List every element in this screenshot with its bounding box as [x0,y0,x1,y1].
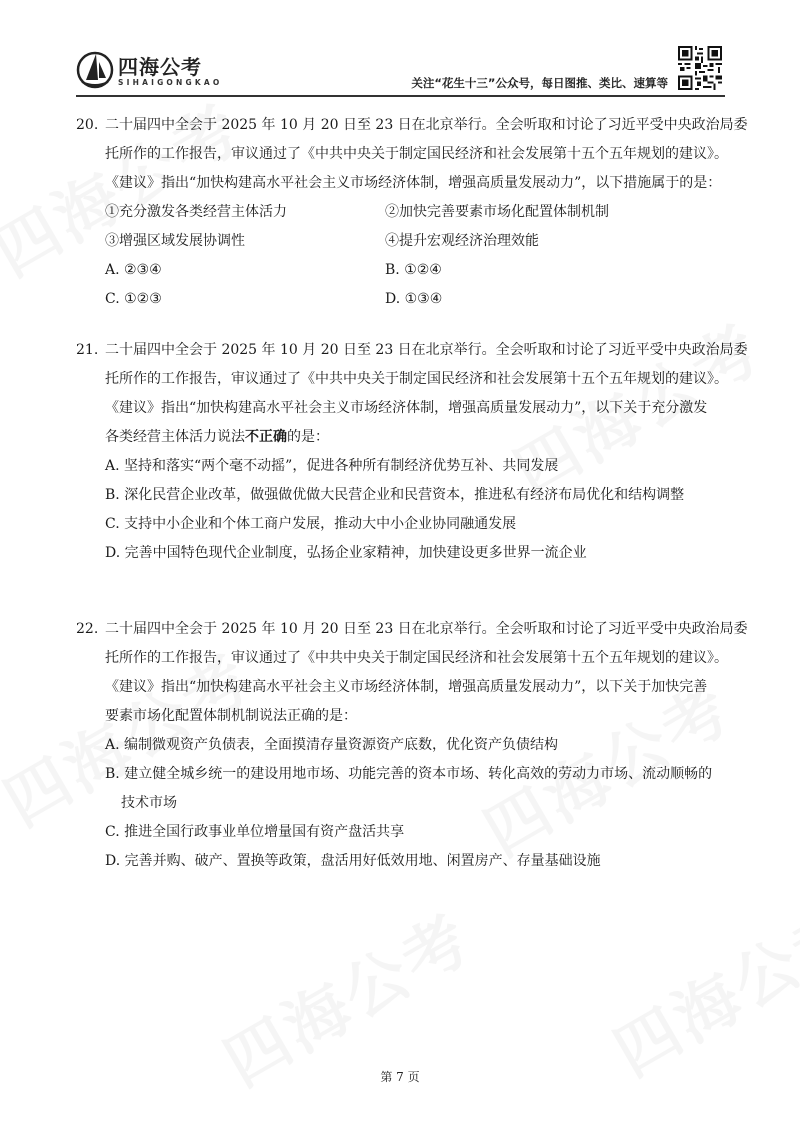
question-stem-line: 《建议》指出“加快构建高水平社会主义市场经济体制，增强高质量发展动力”，以下措施属于的是： [105,175,722,191]
answer-option-c[interactable]: C. 推进全国行政事业单位增量国有资产盘活共享 [105,824,405,840]
statement-item: ①充分激发各类经营主体活力 [105,204,287,220]
header-slogan: 关注“花生十三”公众号，每日图推、类比、速算等 [411,76,668,90]
header-divider [76,95,725,97]
answer-option-b[interactable]: B. 深化民营企业改革，做强做优做大民营企业和民营资本，推进私有经济布局优化和结构调整 [105,487,685,503]
statement-item: ②加快完善要素市场化配置体制机制 [385,204,609,220]
answer-option-d[interactable]: D. ①③④ [385,291,443,307]
question-stem-line: 《建议》指出“加快构建高水平社会主义市场经济体制，增强高质量发展动力”，以下关于充分激发 [105,400,708,416]
question-stem-line: 《建议》指出“加快构建高水平社会主义市场经济体制，增强高质量发展动力”，以下关于加快完善 [105,679,708,695]
question-stem-line: 各类经营主体活力说法不正确的是： [105,429,329,445]
answer-option-b-continuation: 技术市场 [121,795,177,811]
logo-text-cn: 四海公考 [118,55,202,79]
logo-text-en: SIHAIGONGKAO [118,78,223,87]
question-number: 20. [76,117,99,133]
question-stem-line: 21. 二十届四中全会于 2025 年 10 月 20 日至 23 日在北京举行。全会听取和讨论了习近平受中央政治局委 [76,336,736,365]
watermark [595,878,800,1094]
answer-option-b-line: B. 建立健全城乡统一的建设用地市场、功能完善的资本市场、转化高效的劳动力市场、流动顺畅的 [105,766,713,782]
question-stem-line: 托所作的工作报告，审议通过了《中共中央关于制定国民经济和社会发展第十五个五年规划的建议》。 [105,146,728,162]
emphasis-not-correct: 不正确 [245,429,287,445]
answer-option-d[interactable]: D. 完善并购、破产、置换等政策，盘活用好低效用地、闲置房产、存量基础设施 [105,853,601,869]
page-header [0,0,800,110]
question-stem-line: 托所作的工作报告，审议通过了《中共中央关于制定国民经济和社会发展第十五个五年规划的建议》。 [105,371,728,387]
qr-code-icon [678,46,722,90]
page-number: 第 7 页 [380,1070,420,1084]
question-stem-line: 20. 二十届四中全会于 2025 年 10 月 20 日至 23 日在北京举行。全会听取和讨论了习近平受中央政治局委 [76,111,736,140]
question-stem-line: 22. 二十届四中全会于 2025 年 10 月 20 日至 23 日在北京举行。全会听取和讨论了习近平受中央政治局委 [76,615,736,644]
statement-item: ④提升宏观经济治理效能 [385,233,539,249]
answer-options [76,256,736,314]
statement-item: ③增强区域发展协调性 [105,233,245,249]
answer-option-a[interactable]: A. 坚持和落实“两个毫不动摇”，促进各种所有制经济优势互补、共同发展 [105,458,559,474]
question-stem-line: 托所作的工作报告，审议通过了《中共中央关于制定国民经济和社会发展第十五个五年规划的建议》。 [105,650,728,666]
question-number: 21. [76,342,99,358]
question-number: 22. [76,621,99,637]
answer-option-c[interactable]: C. 支持中小企业和个体工商户发展，推动大中小企业协同融通发展 [105,516,517,532]
question-stem-line: 要素市场化配置体制机制说法正确的是： [105,708,357,724]
answer-option-d[interactable]: D. 完善中国特色现代企业制度，弘扬企业家精神，加快建设更多世界一流企业 [105,545,587,561]
sail-logo-icon [76,48,114,90]
answer-option-a[interactable]: A. ②③④ [105,262,162,278]
brand-logo [76,48,236,96]
statement-list [76,198,736,256]
question-22 [76,615,748,876]
answer-option-b[interactable] [76,760,736,818]
question-20 [76,111,748,314]
answer-option-b[interactable]: B. ①②④ [385,262,442,278]
question-21 [76,336,748,568]
answer-option-a[interactable]: A. 编制微观资产负债表，全面摸清存量资源资产底数，优化资产负债结构 [105,737,559,753]
answer-option-c[interactable]: C. ①②③ [105,291,162,307]
